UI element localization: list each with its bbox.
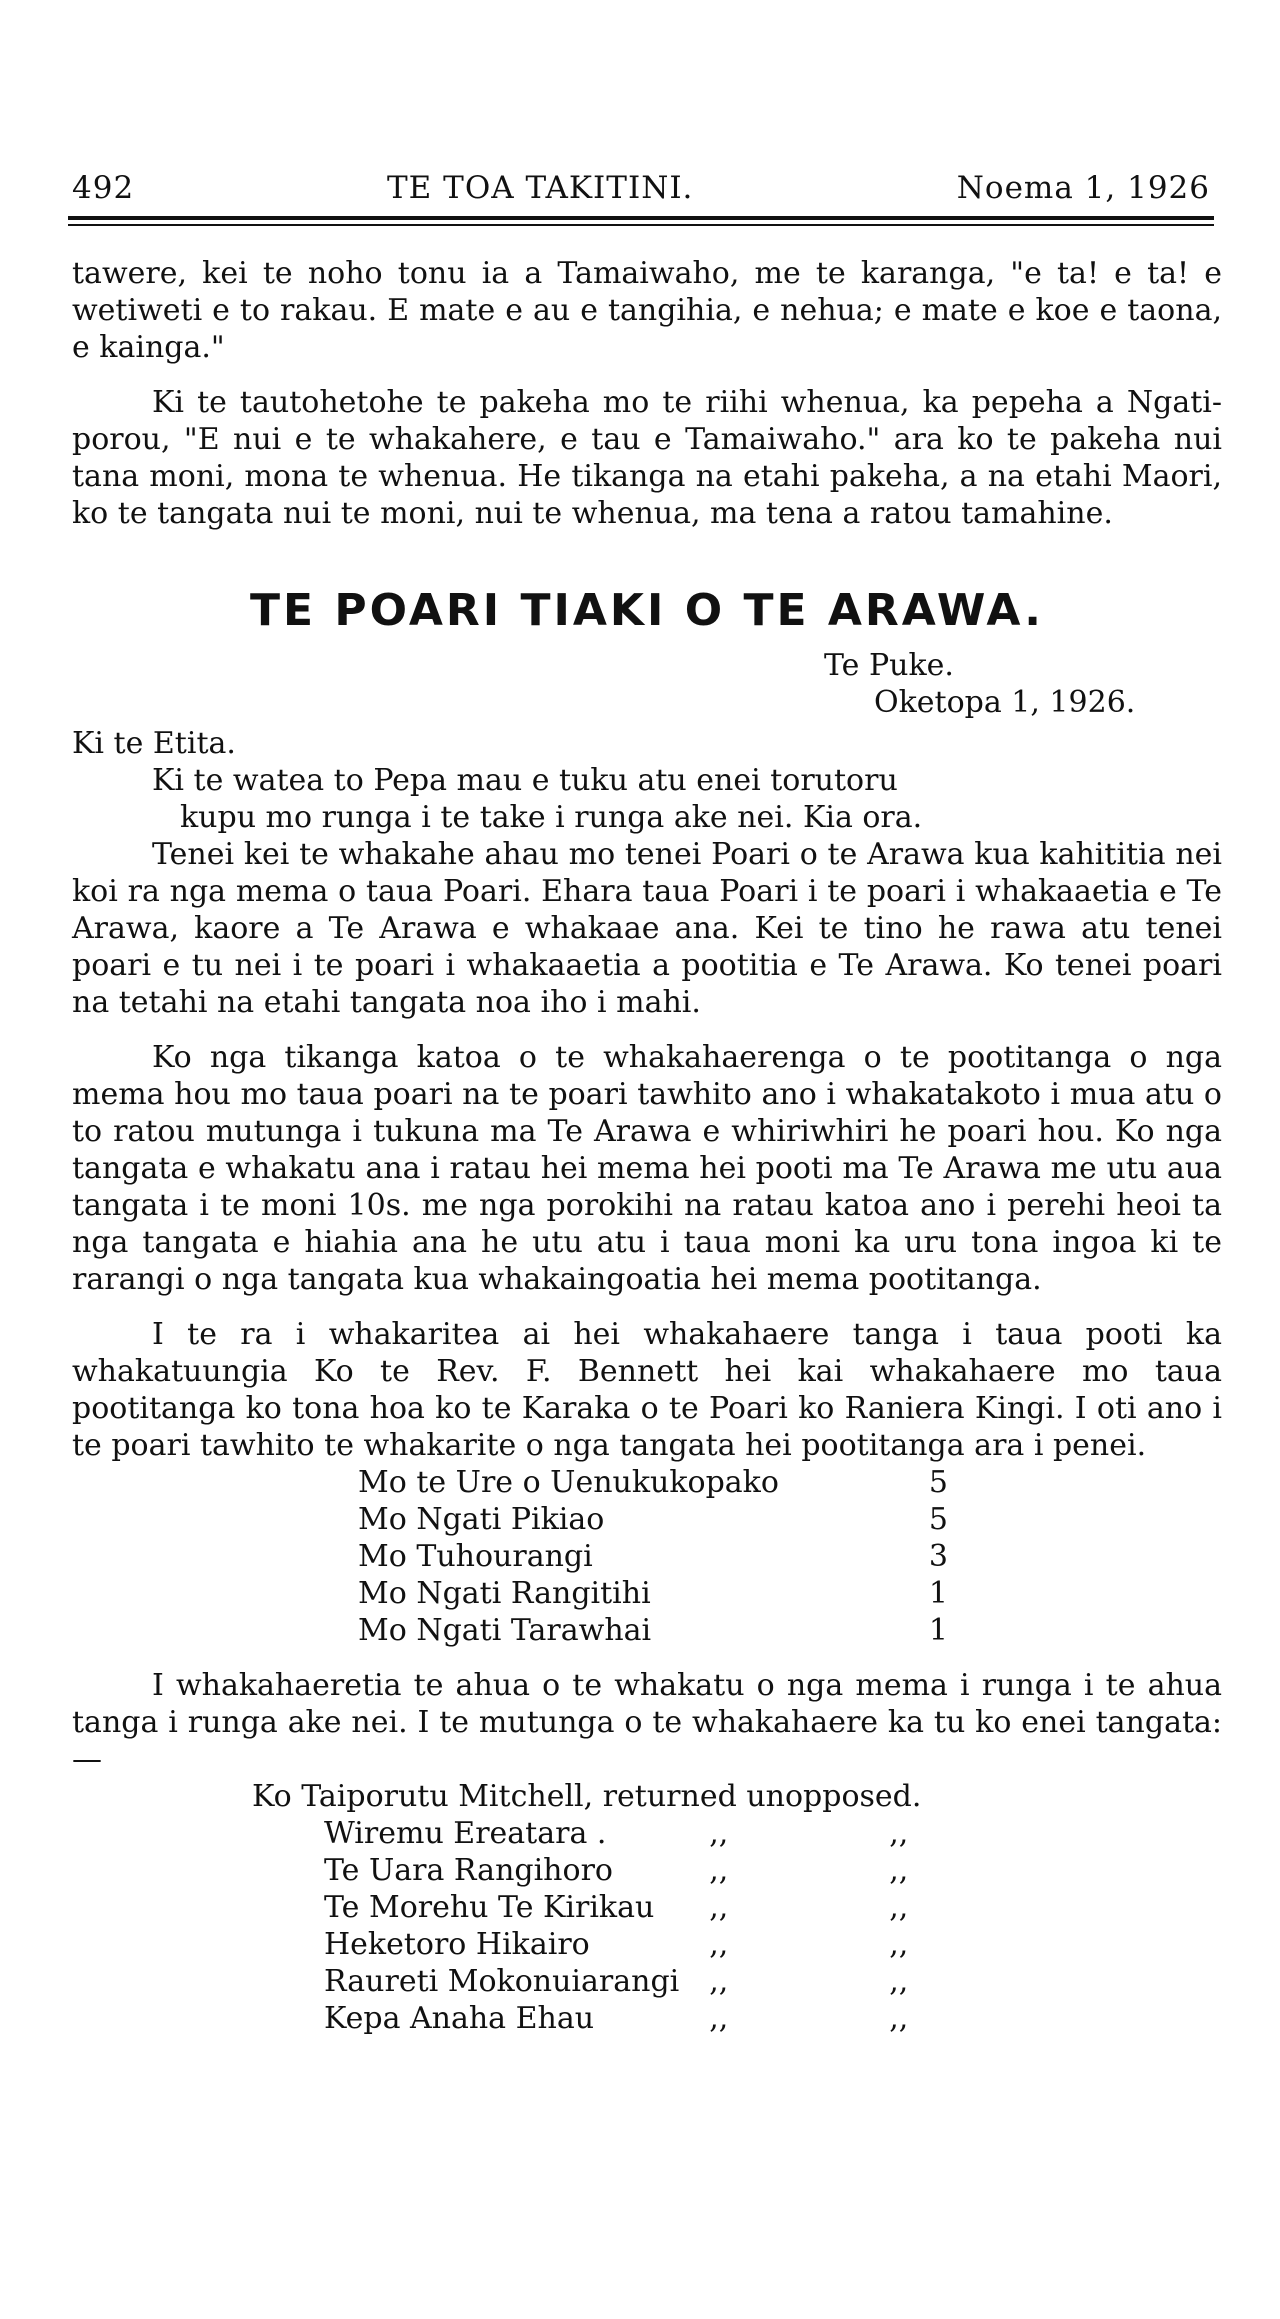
ditto-mark: ,, — [709, 1890, 729, 1925]
paragraph: I te ra i whakaritea ai hei whakahaere tanga i taua pooti ka whakatuungia Ko te Rev. F. Bennett hei kai whakahaere mo taua pootitanga ko tona hoa ko te Karaka o te Poari ko Raniera Kingi. I oti ano i te poari tawhito te whakarite o nga tangata hei pootitanga ara i penei. — [72, 1317, 1222, 1463]
candidate-row — [72, 1852, 989, 1889]
allocation-row — [358, 1501, 948, 1538]
candidate-row — [72, 1889, 989, 1926]
letter-salutation: Ki te Etita. — [72, 726, 236, 761]
candidates-list — [72, 1778, 989, 2037]
ditto-mark: ,, — [709, 1816, 729, 1851]
ditto-mark: ,, — [889, 1890, 909, 1925]
article-body — [72, 255, 1222, 2037]
paragraph: Ki te tautohetohe te pakeha mo te riihi whenua, ka pepeha a Ngati-porou, "E nui e te whakahere, e tau e Tamaiwaho." ara ko te pakeha nui tana moni, mona te whenua. He tikanga na etahi pakeha, a na etahi Maori, ko te tangata nui te moni, nui te whenua, ma tena a ratou tamahine. — [72, 385, 1222, 531]
tribe-name: Mo te Ure o Uenukukopako — [358, 1465, 779, 1500]
ditto-mark: ,, — [709, 1853, 729, 1888]
ditto-mark: ,, — [709, 1964, 729, 1999]
candidate-row — [72, 1815, 989, 1852]
seat-count: 1 — [928, 1613, 948, 1648]
tribe-name: Mo Ngati Rangitihi — [358, 1576, 651, 1611]
allocation-row — [358, 1538, 948, 1575]
candidate-name: Wiremu Ereatara . — [324, 1816, 607, 1851]
letter-lead-line: Ki te watea to Pepa mau e tuku atu enei torutoru — [152, 763, 898, 798]
seat-count: 5 — [928, 1465, 948, 1500]
allocation-row — [358, 1464, 948, 1501]
continued-paragraph: tawere, kei te noho tonu ia a Tamaiwaho, me te karanga, "e ta! e ta! e wetiweti e to rakau. E mate e au e tangihia, e nehua; e mate e koe e taona, e kainga." — [72, 256, 1222, 365]
tribe-name: Mo Tuhourangi — [358, 1539, 593, 1574]
seat-count: 5 — [928, 1502, 948, 1537]
allocation-row — [358, 1575, 948, 1612]
letter-heading: TE POARI TIAKI O TE ARAWA. — [250, 585, 1044, 636]
tribe-name: Mo Ngati Tarawhai — [358, 1613, 652, 1648]
seat-count: 3 — [928, 1539, 948, 1574]
letter-place: Te Puke. — [824, 648, 954, 683]
letter-date: Oketopa 1, 1926. — [874, 685, 1136, 720]
candidate-name: Heketoro Hikairo — [324, 1927, 590, 1962]
candidate-row — [72, 1926, 989, 1963]
tribe-name: Mo Ngati Pikiao — [358, 1502, 605, 1537]
ditto-mark: ,, — [889, 1964, 909, 1999]
candidate-name: Kepa Anaha Ehau — [324, 2001, 595, 2036]
ditto-mark: ,, — [709, 2001, 729, 2036]
ditto-mark: ,, — [889, 2001, 909, 2036]
candidate-name: Te Morehu Te Kirikau — [324, 1890, 655, 1925]
journal-title: TE TOA TAKITINI. — [387, 170, 694, 206]
ditto-mark: ,, — [709, 1927, 729, 1962]
allocation-row — [358, 1612, 948, 1649]
paragraph: Tenei kei te whakahe ahau mo tenei Poari o te Arawa kua kahititia nei koi ra nga mema o taua Poari. Ehara taua Poari i te poari i whakaaetia e Te Arawa, kaore a Te Arawa e whakaae ana. Kei te tino he rawa atu tenei poari e tu nei i te poari i whakaaetia a pootitia e Te Arawa. Ko tenei poari na tetahi na etahi tangata noa iho i mahi. — [72, 837, 1222, 1020]
issue-date: Noema 1, 1926 — [956, 170, 1210, 206]
candidate-name: Raureti Mokonuiarangi — [324, 1964, 680, 1999]
candidate-row — [72, 1778, 989, 1815]
candidate-row — [72, 1963, 989, 2000]
header-rule — [68, 216, 1214, 220]
allocation-table — [358, 1464, 948, 1649]
page-number: 492 — [72, 170, 135, 206]
candidate-row — [72, 2000, 989, 2037]
paragraph: Ko nga tikanga katoa o te whakahaerenga o te pootitanga o nga mema hou mo taua poari na te poari tawhito ano i whakatakoto i mua atu o to ratou mutunga i tukuna ma Te Arawa e whiriwhiri he poari hou. Ko nga tangata e whakatu ana i ratau hei mema hei pooti ma Te Arawa me utu aua tangata i te moni 10s. me nga porokihi na ratau katoa ano i perehi heoi ta nga tangata e hiahia ana he utu atu i taua moni ka uru tona ingoa ki te rarangi o nga tangata kua whakaingoatia hei mema pootitanga. — [72, 1040, 1222, 1297]
letter-lead-line: kupu mo runga i te take i runga ake nei. Kia ora. — [180, 800, 923, 835]
paragraph: I whakahaeretia te ahua o te whakatu o nga mema i runga i te ahua tanga i runga ake nei. I te mutunga o te whakahaere ka tu ko enei tangata:— — [72, 1668, 1222, 1777]
header-rule-thin — [68, 224, 1214, 226]
candidate-name: Ko Taiporutu Mitchell, returned unopposed. — [252, 1779, 922, 1814]
ditto-mark: ,, — [889, 1927, 909, 1962]
candidate-name: Te Uara Rangihoro — [324, 1853, 613, 1888]
page-header — [72, 170, 1210, 210]
seat-count: 1 — [928, 1576, 948, 1611]
ditto-mark: ,, — [889, 1816, 909, 1851]
ditto-mark: ,, — [889, 1853, 909, 1888]
